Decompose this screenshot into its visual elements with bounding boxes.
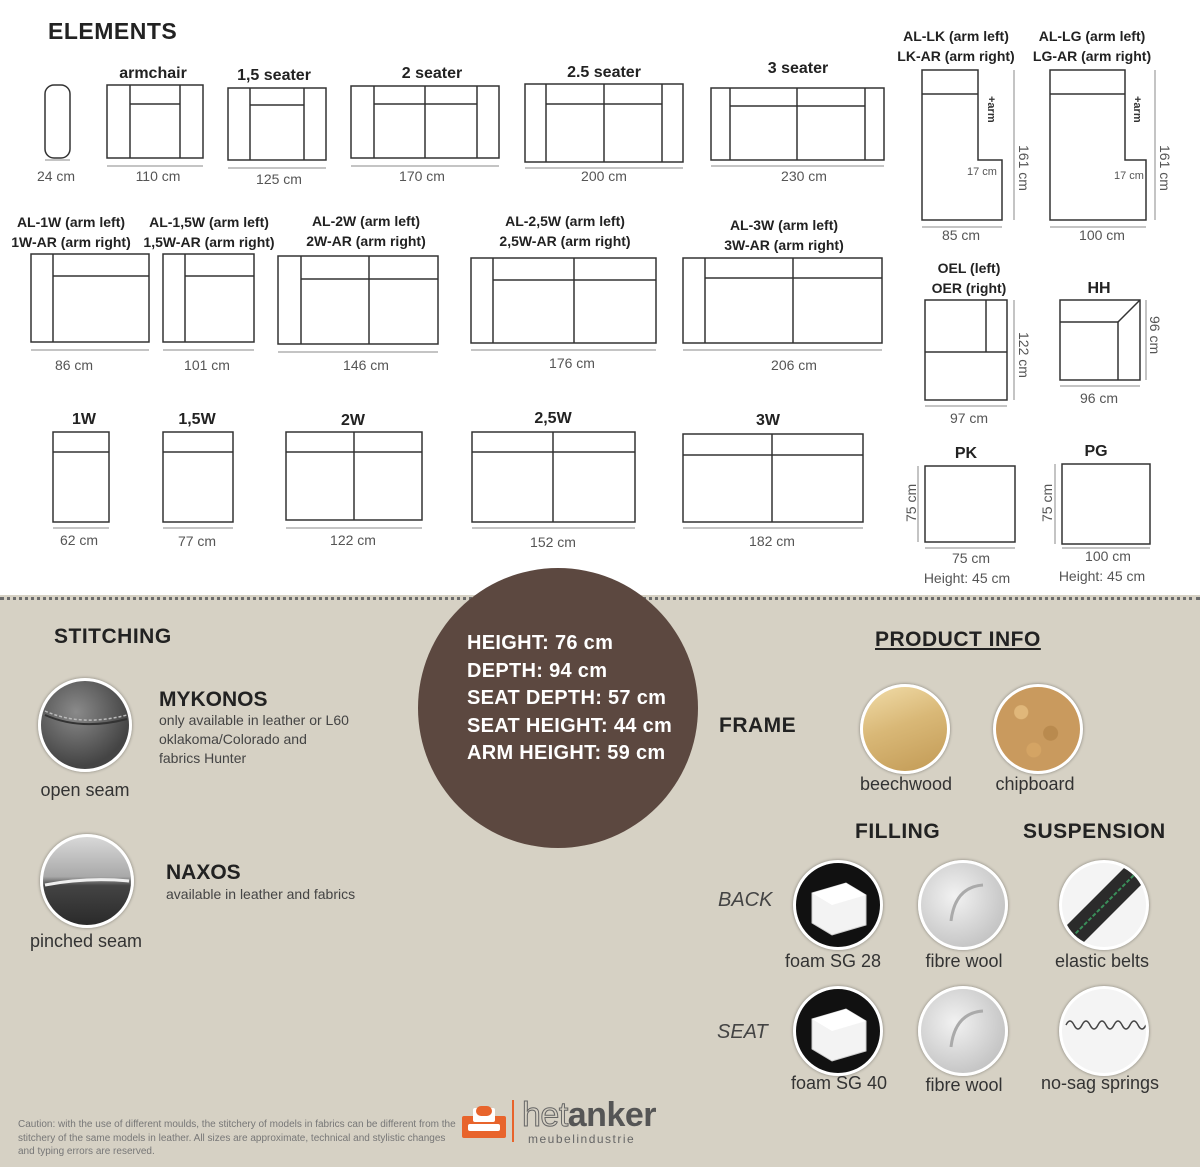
spec-seat-depth: SEAT DEPTH: 57 cm bbox=[467, 687, 667, 709]
al-lk-drawing bbox=[922, 70, 1002, 220]
al-lg-depth-dim: 161 cm bbox=[1157, 145, 1173, 191]
open-seam-swatch bbox=[38, 678, 132, 772]
beechwood-caption: beechwood bbox=[859, 774, 953, 794]
foam-sg40-caption: foam SG 40 bbox=[790, 1073, 888, 1093]
1-5w-drawing bbox=[163, 432, 233, 522]
2-5-seater-label: 2.5 seater bbox=[567, 64, 641, 81]
al-2w-dim: 146 cm bbox=[343, 357, 389, 373]
product-info-title: PRODUCT INFO bbox=[875, 628, 1041, 651]
al-2-5w-label: AL-2,5W (arm left) 2,5W-AR (arm right) bbox=[499, 213, 631, 249]
1-5w-dim: 77 cm bbox=[177, 533, 217, 549]
fibre-wool-back-swatch bbox=[918, 860, 1008, 950]
2w-dim: 122 cm bbox=[330, 532, 376, 548]
elements-title: ELEMENTS bbox=[48, 18, 178, 44]
3-seater-drawing bbox=[711, 88, 884, 160]
foam-sg28-swatch bbox=[793, 860, 883, 950]
beechwood-swatch bbox=[860, 684, 950, 774]
2-seater-drawing bbox=[351, 86, 499, 158]
hh-label: HH bbox=[1087, 280, 1111, 297]
fibre-wool-seat-caption: fibre wool bbox=[925, 1075, 1003, 1095]
pk-drawing bbox=[925, 466, 1015, 542]
naxos-name: NAXOS bbox=[166, 861, 241, 884]
caution-note: Caution: with the use of different moulds, the stitchery of models in fabrics can be different from the stitchery of the same models in leather. All sizes are approximate, technical and stylistic changes and typing errors are reserved. bbox=[18, 1119, 456, 1157]
2w-drawing bbox=[286, 432, 422, 520]
foam-sg28-caption: foam SG 28 bbox=[784, 951, 882, 971]
logo-wordmark: hetanker bbox=[522, 1096, 656, 1134]
no-sag-springs-caption: no-sag springs bbox=[1040, 1073, 1160, 1093]
hh-drawing bbox=[1060, 300, 1140, 380]
suspension-title: SUSPENSION bbox=[1023, 820, 1166, 843]
spec-height: HEIGHT: 76 cm bbox=[467, 632, 614, 654]
2-seater-label: 2 seater bbox=[401, 65, 463, 82]
2-5w-label: 2,5W bbox=[534, 410, 572, 427]
arm-element bbox=[45, 85, 70, 158]
al-lg-arm-note: +arm bbox=[1131, 96, 1143, 123]
pk-height-note: Height: 45 cm bbox=[923, 570, 1011, 586]
specs-list bbox=[467, 630, 672, 768]
back-label: BACK bbox=[718, 889, 773, 911]
pinched-seam-swatch bbox=[40, 834, 134, 928]
pg-width-dim: 100 cm bbox=[1085, 548, 1131, 564]
pinched-seam-caption: pinched seam bbox=[29, 931, 143, 951]
2-5w-dim: 152 cm bbox=[530, 534, 576, 550]
pg-label: PG bbox=[1084, 443, 1108, 460]
elastic-belts-caption: elastic belts bbox=[1054, 951, 1150, 971]
al-lk-label: AL-LK (arm left) LK-AR (arm right) bbox=[897, 28, 1015, 64]
oel-depth-dim: 122 cm bbox=[1016, 332, 1032, 378]
chipboard-swatch bbox=[993, 684, 1083, 774]
2-5-seater-drawing bbox=[525, 84, 683, 162]
seat-label: SEAT bbox=[717, 1021, 768, 1043]
1-5-seater-label: 1,5 seater bbox=[237, 67, 311, 84]
stitching-title: STITCHING bbox=[54, 625, 172, 648]
armchair-label: armchair bbox=[119, 65, 187, 82]
oel-drawing bbox=[925, 300, 1007, 400]
sofa-logo-icon bbox=[460, 1102, 520, 1142]
1-5-seater-dim: 125 cm bbox=[256, 171, 302, 187]
3w-drawing bbox=[683, 434, 863, 522]
al-2-5w-dim: 176 cm bbox=[549, 355, 595, 371]
1-5-seater-drawing bbox=[228, 88, 326, 160]
al-1w-drawing bbox=[31, 254, 149, 342]
spec-arm-height: ARM HEIGHT: 59 cm bbox=[467, 742, 666, 764]
2w-label: 2W bbox=[341, 412, 365, 429]
al-2w-drawing bbox=[278, 256, 438, 344]
al-lk-inner-dim: 17 cm bbox=[967, 166, 997, 178]
3w-dim: 182 cm bbox=[749, 533, 795, 549]
naxos-desc: available in leather and fabrics bbox=[166, 886, 356, 902]
al-1-5w-label: AL-1,5W (arm left) 1,5W-AR (arm right) bbox=[143, 214, 275, 250]
1-5w-label: 1,5W bbox=[178, 411, 216, 428]
pk-width-dim: 75 cm bbox=[951, 550, 991, 566]
spec-depth: DEPTH: 94 cm bbox=[467, 659, 608, 682]
foam-sg40-swatch bbox=[793, 986, 883, 1076]
oel-label: OEL (left) OER (right) bbox=[931, 260, 1007, 296]
al-3w-drawing bbox=[683, 258, 882, 343]
al-lg-drawing bbox=[1050, 70, 1146, 220]
mykonos-desc: only available in leather or L60 oklakoma/Colorado and fabrics Hunter bbox=[159, 712, 349, 766]
no-sag-springs-swatch bbox=[1059, 986, 1149, 1076]
oel-width-dim: 97 cm bbox=[949, 410, 989, 426]
al-3w-dim: 206 cm bbox=[771, 357, 817, 373]
al-lk-depth-dim: 161 cm bbox=[1016, 145, 1032, 191]
arm-dim: 24 cm bbox=[36, 168, 76, 184]
3w-label: 3W bbox=[756, 412, 780, 429]
logo-subtitle: meubelindustrie bbox=[528, 1132, 636, 1146]
pk-label: PK bbox=[954, 445, 978, 462]
3-seater-label: 3 seater bbox=[767, 60, 829, 77]
al-lg-label: AL-LG (arm left) LG-AR (arm right) bbox=[1032, 28, 1152, 64]
spec-seat-height: SEAT HEIGHT: 44 cm bbox=[467, 714, 673, 737]
armchair-drawing bbox=[107, 85, 203, 158]
filling-title: FILLING bbox=[855, 820, 941, 843]
pg-height-note: Height: 45 cm bbox=[1058, 568, 1146, 584]
pg-drawing bbox=[1062, 464, 1150, 544]
hh-depth-dim: 96 cm bbox=[1147, 316, 1163, 355]
hh-width-dim: 96 cm bbox=[1079, 390, 1119, 406]
al-1w-label: AL-1W (arm left) 1W-AR (arm right) bbox=[11, 214, 131, 250]
fibre-wool-seat-swatch bbox=[918, 986, 1008, 1076]
al-1-5w-drawing bbox=[163, 254, 254, 342]
2-seater-dim: 170 cm bbox=[399, 168, 445, 184]
3-seater-dim: 230 cm bbox=[781, 168, 827, 184]
2-5-seater-dim: 200 cm bbox=[581, 168, 627, 184]
mykonos-name: MYKONOS bbox=[159, 688, 268, 711]
al-2w-label: AL-2W (arm left) 2W-AR (arm right) bbox=[306, 213, 426, 249]
al-1-5w-dim: 101 cm bbox=[184, 357, 230, 373]
al-lk-width-dim: 85 cm bbox=[941, 227, 981, 243]
al-lk-arm-note: +arm bbox=[985, 96, 997, 123]
al-lg-inner-dim: 17 cm bbox=[1114, 170, 1144, 182]
1w-drawing bbox=[53, 432, 109, 522]
open-seam-caption: open seam bbox=[40, 780, 130, 800]
pk-depth-dim: 75 cm bbox=[903, 483, 919, 522]
chipboard-caption: chipboard bbox=[995, 774, 1075, 794]
2-5w-drawing bbox=[472, 432, 635, 522]
al-2-5w-drawing bbox=[471, 258, 656, 343]
frame-label: FRAME bbox=[719, 714, 797, 737]
1w-label: 1W bbox=[72, 411, 96, 428]
al-3w-label: AL-3W (arm left) 3W-AR (arm right) bbox=[724, 217, 844, 253]
1w-dim: 62 cm bbox=[59, 532, 99, 548]
logo-divider bbox=[512, 1100, 514, 1142]
al-lg-width-dim: 100 cm bbox=[1079, 227, 1125, 243]
al-1w-dim: 86 cm bbox=[54, 357, 94, 373]
armchair-dim: 110 cm bbox=[135, 168, 181, 184]
elastic-belts-swatch bbox=[1059, 860, 1149, 950]
pg-depth-dim: 75 cm bbox=[1039, 483, 1055, 522]
fibre-wool-back-caption: fibre wool bbox=[925, 951, 1003, 971]
